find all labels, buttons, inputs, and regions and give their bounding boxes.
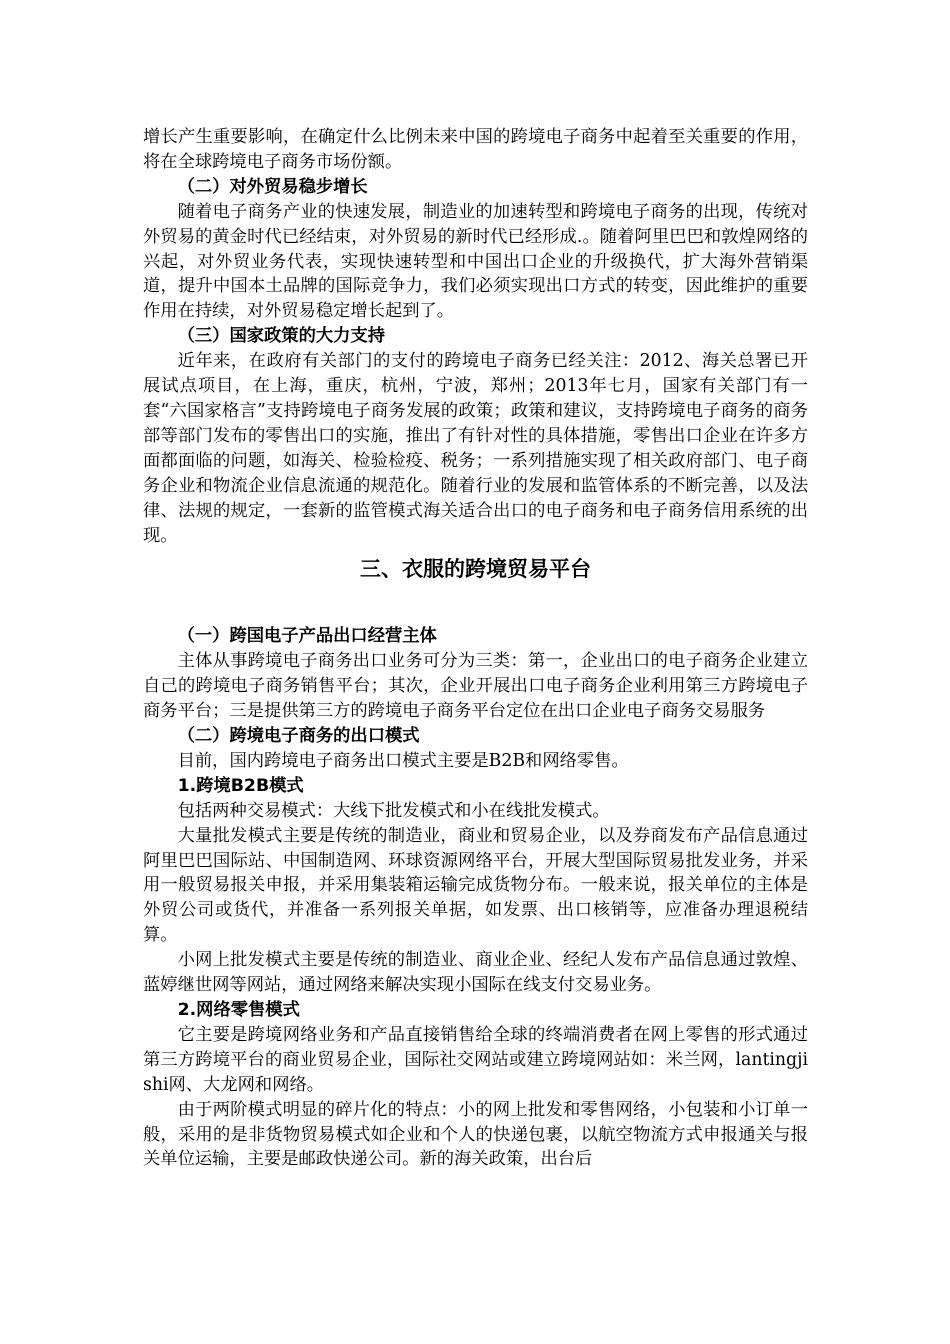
paragraph-small-online-wholesale: 小网上批发模式主要是传统的制造业、商业企业、经纪人发布产品信息通过敦煌、蓝婷继世网等网站，通过网络来解决实现小国际在线支付交易业务。 <box>143 950 808 996</box>
paragraph-fragmentation: 由于两阶模式明显的碎片化的特点：小的网上批发和零售网络，小包装和小订单一般，采用的是非货物贸易模式如企业和个人的快递包裹，以航空物流方式申报通关与报关单位运输，主要是邮政快递公司。新的海关政策，出台后 <box>143 1099 808 1170</box>
subheading-online-retail: 2.网络零售模式 <box>177 1000 300 1020</box>
subheading-export-modes: （二）跨境电子商务的出口模式 <box>177 726 420 747</box>
subheading-foreign-trade-growth: （二）对外贸易稳步增长 <box>177 176 368 197</box>
subheading-national-policy: （三）国家政策的大力支持 <box>177 326 385 347</box>
paragraph-export-modes: 目前，国内跨境电子商务出口模式主要是B2B和网络零售。 <box>177 750 629 771</box>
paragraph-foreign-trade: 随着电子商务产业的快速发展，制造业的加速转型和跨境电子商务的出现，传统对外贸易的黄金时代已经结束，对外贸易的新时代已经形成.。随着阿里巴巴和敦煌网络的兴起，对外贸业务代表，实现快速转型和中国出口企业的升级换代，扩大海外营销渠道，提升中国本土品牌的国际竞争力，我们必须实现出口方式的转变，因此维护的重要作用在持续，对外贸易稳定增长起到了。 <box>143 201 808 322</box>
document-body <box>143 125 808 1172</box>
subheading-export-entities: （一）跨国电子产品出口经营主体 <box>177 626 437 647</box>
subheading-b2b-mode: 1.跨境B2B模式 <box>177 775 304 796</box>
paragraph-continuation: 增长产生重要影响，在确定什么比例未来中国的跨境电子商务中起着至关重要的作用，将在全球跨境电子商务市场份额。 <box>143 127 808 172</box>
paragraph-national-policy: 近年来，在政府有关部门的支付的跨境电子商务已经关注：2012、海关总署已开展试点项目，在上海，重庆，杭州，宁波，郑州；2013年七月，国家有关部门有一套“六国家格言”支持跨境电子商务发展的政策；政策和建议，支持跨境电子商务的商务部等部门发布的零售出口的实施，推出了有针对性的具体措施，零售出口企业在许多方面都面临的问题，如海关、检验检疫、税务；一系列措施实现了相关政府部门、电子商务企业和物流企业信息流通的规范化。随着行业的发展和监管体系的不断完善，以及法律、法规的规定，一套新的监管模式海关适合出口的电子商务和电子商务信用系统的出现。 <box>143 351 808 546</box>
section-title-clothing-platform: 三、衣服的跨境贸易平台 <box>360 557 591 582</box>
paragraph-online-retail: 它主要是跨境网络业务和产品直接销售给全球的终端消费者在网上零售的形式通过第三方跨境平台的商业贸易企业，国际社交网站或建立跨境网站如：米兰网，lantingjishi网、大龙网和网络。 <box>143 1024 808 1095</box>
paragraph-export-entities: 主体从事跨境电子商务出口业务可分为三类：第一，企业出口的电子商务企业建立自己的跨境电子商务销售平台；其次，企业开展出口电子商务企业利用第三方跨境电子商务平台；三是提供第三方的跨境电子商务平台定位在出口企业电子商务交易服务 <box>143 651 808 722</box>
paragraph-bulk-wholesale: 大量批发模式主要是传统的制造业，商业和贸易企业，以及券商发布产品信息通过阿里巴巴国际站、中国制造网、环球资源网络平台，开展大型国际贸易批发业务，并采用一般贸易报关申报，并采用集装箱运输完成货物分布。一般来说，报关单位的主体是外贸公司或货代，并准备一系列报关单据，如发票、出口核销等，应准备办理退税结算。 <box>143 825 808 946</box>
paragraph-b2b-types: 包括两种交易模式：大线下批发模式和小在线批发模式。 <box>177 800 610 821</box>
